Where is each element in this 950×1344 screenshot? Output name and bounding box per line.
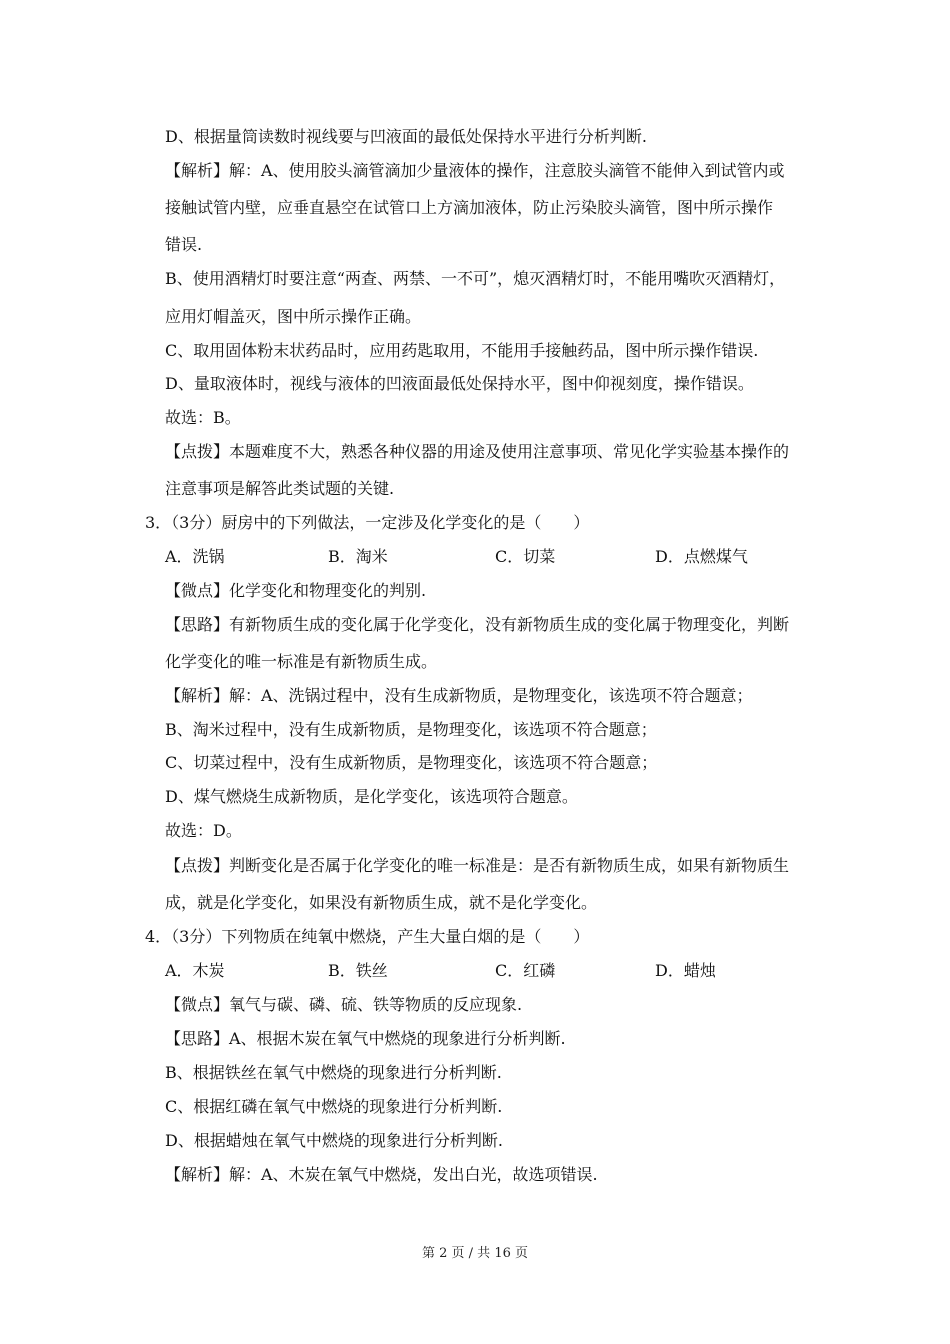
text-line: D、根据蜡烛在氧气中燃烧的现象进行分析判断.: [165, 1131, 503, 1150]
text-line: C、根据红磷在氧气中燃烧的现象进行分析判断.: [165, 1097, 503, 1116]
text-line: 成，就是化学变化，如果没有新物质生成，就不是化学变化。: [165, 893, 598, 912]
question-4-option-c: C．红磷: [495, 961, 556, 980]
text-line: 【微点】化学变化和物理变化的判别.: [165, 581, 427, 600]
text-line: B、根据铁丝在氧气中燃烧的现象进行分析判断.: [165, 1063, 502, 1082]
question-3-stem: 3．（3分）厨房中的下列做法，一定涉及化学变化的是（ ）: [145, 513, 590, 532]
text-line: D、量取液体时，视线与液体的凹液面最低处保持水平，图中仰视刻度，操作错误。: [165, 374, 754, 393]
text-line: 【点拨】判断变化是否属于化学变化的唯一标准是：是否有新物质生成，如果有新物质生: [165, 856, 790, 875]
question-4-stem: 4．（3分）下列物质在纯氧中燃烧，产生大量白烟的是（ ）: [145, 927, 590, 946]
text-line: 应用灯帽盖灭，图中所示操作正确。: [165, 307, 422, 326]
text-line: 【思路】A、根据木炭在氧气中燃烧的现象进行分析判断.: [165, 1029, 566, 1048]
question-3-option-a: A．洗锅: [165, 547, 225, 566]
question-4-option-d: D．蜡烛: [655, 961, 716, 980]
text-line: D、根据量筒读数时视线要与凹液面的最低处保持水平进行分析判断.: [165, 127, 647, 146]
text-line: 【解析】解：A、使用胶头滴管滴加少量液体的操作，注意胶头滴管不能伸入到试管内或: [165, 161, 785, 180]
text-line: 故选：D。: [165, 821, 242, 840]
text-line: 化学变化的唯一标准是有新物质生成。: [165, 652, 438, 671]
text-line: C、切菜过程中，没有生成新物质，是物理变化，该选项不符合题意；: [165, 753, 658, 772]
question-4-option-a: A．木炭: [165, 961, 225, 980]
text-line: 注意事项是解答此类试题的关键.: [165, 479, 395, 498]
text-line: 接触试管内壁，应垂直悬空在试管口上方滴加液体，防止污染胶头滴管，图中所示操作: [165, 198, 774, 217]
question-3-option-b: B．淘米: [328, 547, 388, 566]
question-3-option-d: D．点燃煤气: [655, 547, 748, 566]
page-footer: 第 2 页 / 共 16 页: [422, 1246, 528, 1261]
text-line: D、煤气燃烧生成新物质，是化学变化，该选项符合题意。: [165, 787, 578, 806]
question-4-option-b: B．铁丝: [328, 961, 388, 980]
text-line: 故选：B。: [165, 408, 241, 427]
question-3-option-c: C．切菜: [495, 547, 556, 566]
text-line: 错误.: [165, 235, 203, 254]
text-line: 【微点】氧气与碳、磷、硫、铁等物质的反应现象.: [165, 995, 523, 1014]
text-line: B、淘米过程中，没有生成新物质，是物理变化，该选项不符合题意；: [165, 720, 657, 739]
text-line: B、使用酒精灯时要注意“两查、两禁、一不可”，熄灭酒精灯时，不能用嘴吹灭酒精灯，: [165, 269, 786, 288]
text-line: 【点拨】本题难度不大，熟悉各种仪器的用途及使用注意事项、常见化学实验基本操作的: [165, 442, 790, 461]
text-line: 【解析】解：A、洗锅过程中，没有生成新物质，是物理变化，该选项不符合题意；: [165, 686, 753, 705]
text-line: 【思路】有新物质生成的变化属于化学变化，没有新物质生成的变化属于物理变化，判断: [165, 615, 790, 634]
text-line: 【解析】解：A、木炭在氧气中燃烧，发出白光，故选项错误.: [165, 1165, 598, 1184]
text-line: C、取用固体粉末状药品时，应用药匙取用，不能用手接触药品，图中所示操作错误.: [165, 341, 759, 360]
